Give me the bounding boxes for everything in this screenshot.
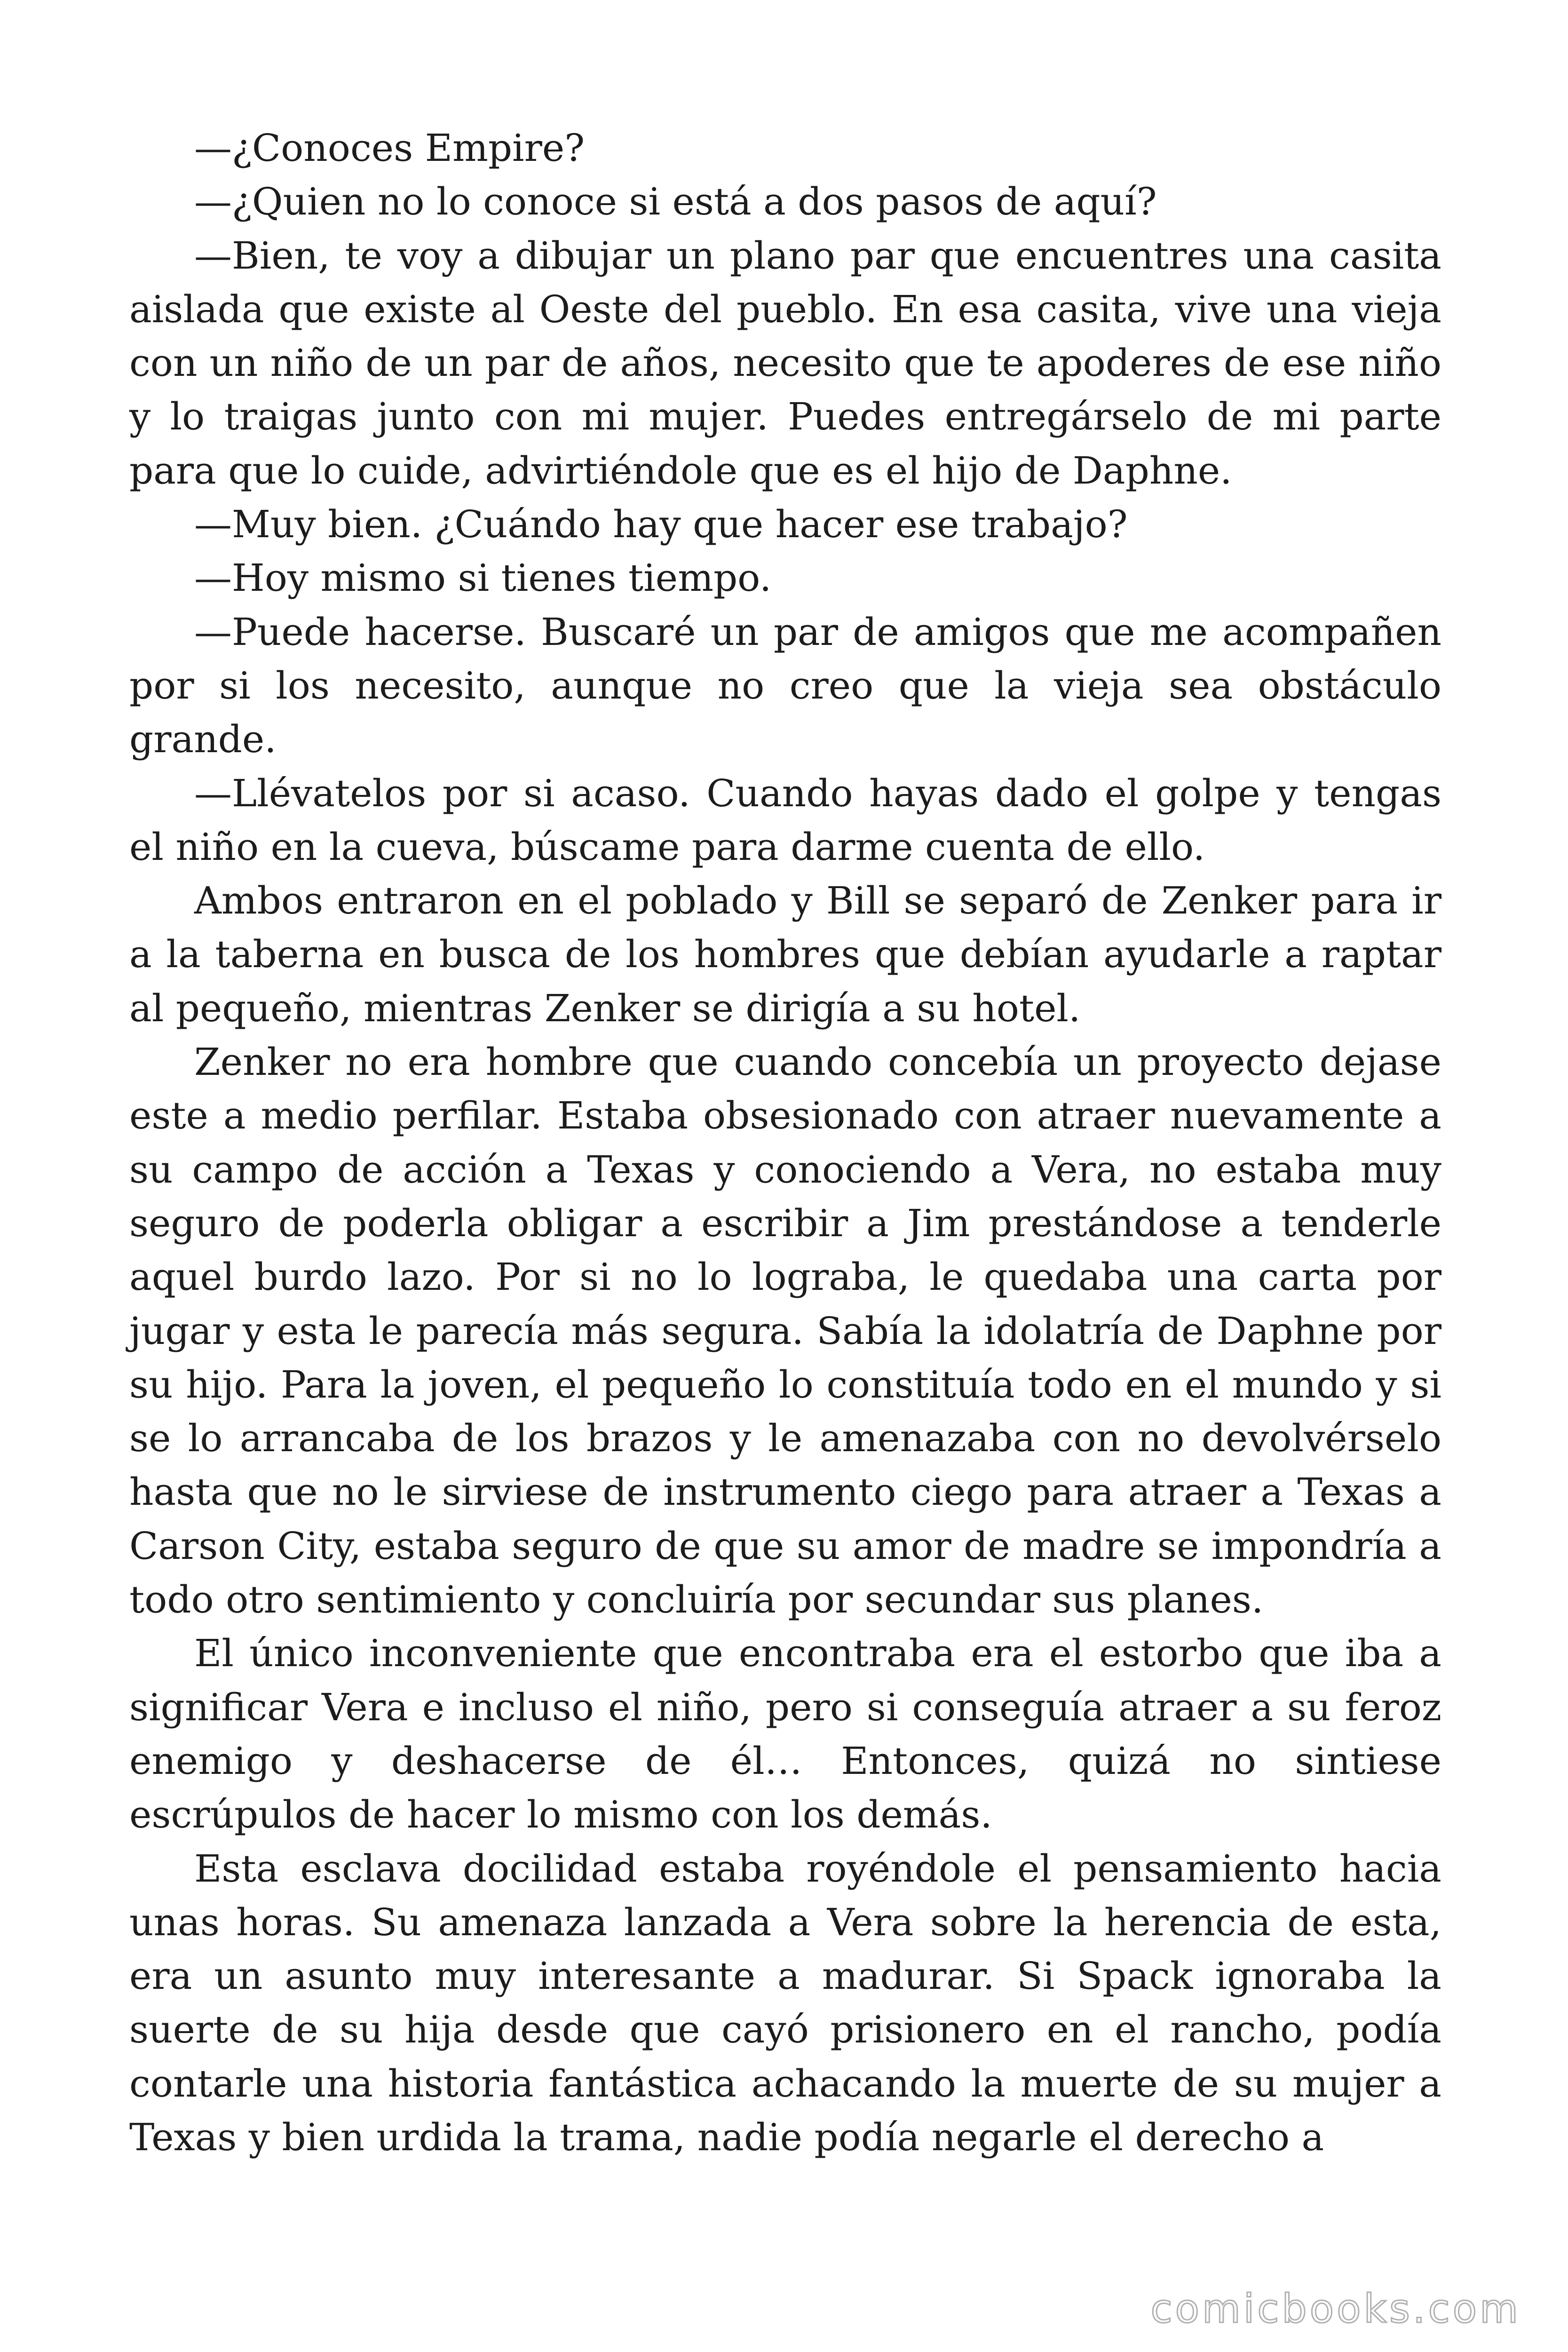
body-text bbox=[129, 121, 1441, 2164]
paragraph-11: Esta esclava docilidad estaba royéndole el pensamiento hacia unas horas. Su amenaza lanzada a Vera sobre la herencia de esta, era un asunto muy interesante a madurar. Si Spack ignoraba la suerte de su hija desde que cayó prisionero en el rancho, podía contarle una historia fantástica achacando la muerte de su mujer a Texas y bien urdida la trama, nadie podía negarle el derecho a bbox=[129, 1846, 1441, 2159]
paragraph-10: El único inconveniente que encontraba era el estorbo que iba a significar Vera e incluso el niño, pero si conseguía atraer a su feroz enemigo y deshacerse de él… Entonces, quizá no sintiese escrúpulos de hacer lo mismo con los demás. bbox=[129, 1631, 1441, 1837]
paragraph-7: —Llévatelos por si acaso. Cuando hayas dado el golpe y tengas el niño en la cueva, búscame para darme cuenta de ello. bbox=[129, 771, 1441, 869]
paragraph-3: —Bien, te voy a dibujar un plano par que encuentres una casita aislada que existe al Oeste del pueblo. En esa casita, vive una vieja con un niño de un par de años, necesito que te apoderes de ese niño y lo traigas junto con mi mujer. Puedes entregárselo de mi parte para que lo cuide, advirtiéndole que es el hijo de Daphne. bbox=[129, 233, 1441, 493]
paragraph-1: —¿Conoces Empire? bbox=[194, 126, 585, 170]
paragraph-2: —¿Quien no lo conoce si está a dos pasos de aquí? bbox=[194, 180, 1157, 224]
paragraph-5: —Hoy mismo si tienes tiempo. bbox=[194, 556, 772, 600]
paragraph-6: —Puede hacerse. Buscaré un par de amigos que me acompañen por si los necesito, aunque no creo que la vieja sea obstáculo grande. bbox=[129, 610, 1441, 762]
paragraph-9: Zenker no era hombre que cuando concebía un proyecto dejase este a medio perfilar. Estaba obsesionado con atraer nuevamente a su campo de acción a Texas y conociendo a Vera, no estaba muy seguro de poderla obligar a escribir a Jim prestándose a tenderle aquel burdo lazo. Por si no lo lograba, le quedaba una carta por jugar y esta le parecía más segura. Sabía la idolatría de Daphne por su hijo. Para la joven, el pequeño lo constituía todo en el mundo y si se lo arrancaba de los brazos y le amenazaba con no devolvérselo hasta que no le sirviese de instrumento ciego para atraer a Texas a Carson City, estaba seguro de que su amor de madre se impondría a todo otro sentimiento y concluiría por secundar sus planes. bbox=[129, 1040, 1441, 1622]
paragraph-4: —Muy bien. ¿Cuándo hay que hacer ese trabajo? bbox=[194, 502, 1128, 547]
watermark: comicbooks.com bbox=[1150, 2286, 1521, 2332]
paragraph-8: Ambos entraron en el poblado y Bill se separó de Zenker para ir a la taberna en busca de los hombres que debían ayudarle a raptar al pequeño, mientras Zenker se dirigía a su hotel. bbox=[129, 879, 1441, 1030]
